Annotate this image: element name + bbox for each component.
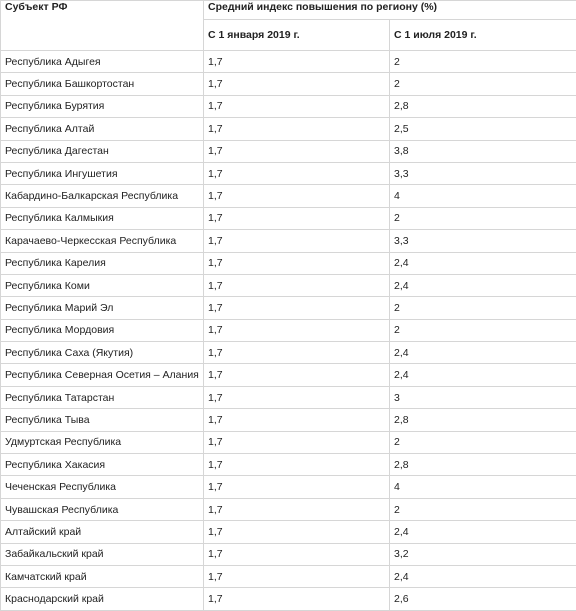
table-row xyxy=(1,252,576,274)
region-column-header: Субъект РФ xyxy=(1,1,204,51)
july-column-header: С 1 июля 2019 г. xyxy=(390,20,576,51)
july-value-cell: 2 xyxy=(390,51,576,73)
table-row xyxy=(1,140,576,162)
table-row xyxy=(1,230,576,252)
region-cell: Республика Калмыкия xyxy=(1,207,204,229)
table-row xyxy=(1,543,576,565)
january-value-cell: 1,7 xyxy=(204,230,390,252)
region-cell: Республика Алтай xyxy=(1,118,204,140)
region-cell: Алтайский край xyxy=(1,521,204,543)
table-row xyxy=(1,498,576,520)
july-value-cell: 2,8 xyxy=(390,409,576,431)
region-cell: Республика Тыва xyxy=(1,409,204,431)
table-row xyxy=(1,274,576,296)
table-row xyxy=(1,51,576,73)
january-value-cell: 1,7 xyxy=(204,319,390,341)
july-value-cell: 3,2 xyxy=(390,543,576,565)
january-value-cell: 1,7 xyxy=(204,185,390,207)
july-value-cell: 2,4 xyxy=(390,274,576,296)
january-value-cell: 1,7 xyxy=(204,543,390,565)
table-row xyxy=(1,342,576,364)
table-row xyxy=(1,476,576,498)
table-row xyxy=(1,521,576,543)
july-value-cell: 2 xyxy=(390,319,576,341)
july-value-cell: 3,3 xyxy=(390,162,576,184)
region-cell: Республика Коми xyxy=(1,274,204,296)
january-value-cell: 1,7 xyxy=(204,588,390,610)
region-cell: Чувашская Республика xyxy=(1,498,204,520)
july-value-cell: 2 xyxy=(390,431,576,453)
january-value-cell: 1,7 xyxy=(204,476,390,498)
january-value-cell: 1,7 xyxy=(204,565,390,587)
july-value-cell: 4 xyxy=(390,476,576,498)
region-cell: Республика Адыгея xyxy=(1,51,204,73)
table-row xyxy=(1,431,576,453)
january-value-cell: 1,7 xyxy=(204,297,390,319)
table-row xyxy=(1,588,576,610)
region-cell: Краснодарский край xyxy=(1,588,204,610)
region-cell: Республика Башкортостан xyxy=(1,73,204,95)
table-row xyxy=(1,364,576,386)
july-value-cell: 2,8 xyxy=(390,95,576,117)
july-value-cell: 2,8 xyxy=(390,454,576,476)
table-row xyxy=(1,207,576,229)
region-cell: Удмуртская Республика xyxy=(1,431,204,453)
january-value-cell: 1,7 xyxy=(204,342,390,364)
region-cell: Республика Бурятия xyxy=(1,95,204,117)
index-group-header: Средний индекс повышения по региону (%) xyxy=(204,1,576,20)
table-row xyxy=(1,162,576,184)
january-value-cell: 1,7 xyxy=(204,95,390,117)
header-row xyxy=(1,1,576,20)
table-row xyxy=(1,297,576,319)
january-value-cell: 1,7 xyxy=(204,140,390,162)
january-value-cell: 1,7 xyxy=(204,431,390,453)
july-value-cell: 2,6 xyxy=(390,588,576,610)
july-value-cell: 2,4 xyxy=(390,364,576,386)
january-value-cell: 1,7 xyxy=(204,252,390,274)
july-value-cell: 2,5 xyxy=(390,118,576,140)
region-cell: Чеченская Республика xyxy=(1,476,204,498)
july-value-cell: 3 xyxy=(390,386,576,408)
region-cell: Республика Карелия xyxy=(1,252,204,274)
table-row xyxy=(1,386,576,408)
table-row xyxy=(1,319,576,341)
january-value-cell: 1,7 xyxy=(204,498,390,520)
july-value-cell: 3,8 xyxy=(390,140,576,162)
region-cell: Республика Северная Осетия – Алания xyxy=(1,364,204,386)
january-value-cell: 1,7 xyxy=(204,521,390,543)
january-value-cell: 1,7 xyxy=(204,274,390,296)
region-cell: Республика Хакасия xyxy=(1,454,204,476)
region-cell: Кабардино-Балкарская Республика xyxy=(1,185,204,207)
july-value-cell: 2,4 xyxy=(390,521,576,543)
july-value-cell: 2 xyxy=(390,297,576,319)
table-row xyxy=(1,95,576,117)
table-row xyxy=(1,118,576,140)
region-cell: Карачаево-Черкесская Республика xyxy=(1,230,204,252)
table-header xyxy=(1,1,576,51)
january-value-cell: 1,7 xyxy=(204,409,390,431)
table-row xyxy=(1,185,576,207)
january-value-cell: 1,7 xyxy=(204,364,390,386)
january-value-cell: 1,7 xyxy=(204,162,390,184)
table-body xyxy=(1,51,576,611)
january-value-cell: 1,7 xyxy=(204,73,390,95)
table-row xyxy=(1,565,576,587)
july-value-cell: 2 xyxy=(390,207,576,229)
table-row xyxy=(1,409,576,431)
january-value-cell: 1,7 xyxy=(204,118,390,140)
july-value-cell: 2 xyxy=(390,73,576,95)
region-cell: Республика Мордовия xyxy=(1,319,204,341)
region-cell: Камчатский край xyxy=(1,565,204,587)
july-value-cell: 2,4 xyxy=(390,565,576,587)
region-cell: Республика Ингушетия xyxy=(1,162,204,184)
january-value-cell: 1,7 xyxy=(204,454,390,476)
january-column-header: С 1 января 2019 г. xyxy=(204,20,390,51)
january-value-cell: 1,7 xyxy=(204,386,390,408)
january-value-cell: 1,7 xyxy=(204,51,390,73)
july-value-cell: 2,4 xyxy=(390,342,576,364)
july-value-cell: 3,3 xyxy=(390,230,576,252)
region-cell: Республика Дагестан xyxy=(1,140,204,162)
july-value-cell: 4 xyxy=(390,185,576,207)
table-row xyxy=(1,73,576,95)
table-row xyxy=(1,454,576,476)
region-cell: Забайкальский край xyxy=(1,543,204,565)
july-value-cell: 2 xyxy=(390,498,576,520)
region-cell: Республика Марий Эл xyxy=(1,297,204,319)
july-value-cell: 2,4 xyxy=(390,252,576,274)
region-cell: Республика Татарстан xyxy=(1,386,204,408)
region-cell: Республика Саха (Якутия) xyxy=(1,342,204,364)
january-value-cell: 1,7 xyxy=(204,207,390,229)
